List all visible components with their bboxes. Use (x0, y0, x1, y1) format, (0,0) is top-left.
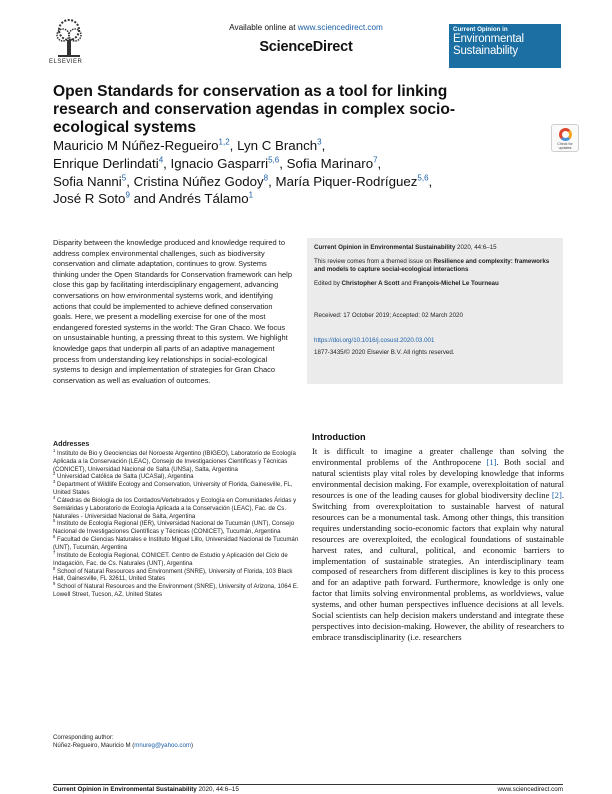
address-item (53, 583, 301, 599)
address-number: 9 (53, 581, 56, 587)
address-text: Cátedras de Biología de los Cordados/Vertebrados y Ecología en Comunidades Áridas y Semiáridas y Laboratorio de Ecología Aplicada a la Conservación (LEAC), Fac. de Cs. Naturales - Universidad Nacional de Salta, Argentina (53, 496, 297, 520)
corresponding-name: Núñez-Regueiro, Mauricio M ( (53, 741, 135, 749)
author-name: Sofia Marinaro (286, 155, 374, 171)
author-affiliation-ref[interactable]: 8 (263, 173, 269, 183)
address-item (53, 494, 301, 524)
author-affiliation-ref[interactable]: 5 (121, 173, 127, 183)
addresses-section (53, 441, 301, 599)
article-info-box (307, 238, 563, 384)
author-name: Ignacio Gasparri (170, 155, 269, 171)
author-separator: , (163, 155, 171, 171)
author-list (53, 137, 523, 208)
address-item (53, 565, 301, 587)
address-number: 7 (53, 549, 56, 555)
check-updates-line1: Check for (557, 142, 573, 146)
author-name: Cristina Núñez Godoy (133, 173, 264, 189)
check-for-updates-button[interactable] (551, 124, 579, 152)
address-text: Instituto de Bio y Geociencias del Noroeste Argentino (IBIGEO), Laboratorio de Ecología Aplicada a la Conservación (LEAC), Consejo de Investigaciones Científicas y Técnicas (CONICET), Universidad Nacional de Salta (UNSa), Salta, Argentina (53, 449, 296, 473)
journal-cover-line2: Environmental (453, 33, 524, 45)
author-name: Mauricio M Núñez-Regueiro (53, 138, 219, 153)
corresponding-email-link[interactable]: mnureg@yahoo.com (134, 741, 191, 749)
address-text: Instituto de Ecología Regional (IER), Universidad Nacional de Tucumán (UNT), Consejo Nacional de Investigaciones Científicas y Técnicas (CONICET), Tucumán, Argentina (53, 520, 295, 536)
author-affiliation-ref[interactable]: 1 (248, 190, 254, 200)
footer-site: www.sciencedirect.com (497, 786, 563, 793)
address-item (53, 520, 301, 536)
editors-and: and (399, 280, 414, 287)
intro-text-3: . Switching from overexploitation to sustainable harvest of natural resources can be a monumental task. Among other things, this transition requires understanding socio-economic factors that explain why natural resources are overexploited, the ecological foundations of sustainable harvest rates, and cultural, political, and economic barriers to implementation of sustainable strategies. An interdisciplinary team composed of researchers from different disciplines is key to this process and for an adaptive path forward. Furthermore, knowledge is only one factor that limits solving environmental problems, as worldviews, value systems, and other human perspectives influence decisions at all levels. Social scientists can help decision makers understand and integrate these perspectives into decision-making. However, the ability of researchers to embrace transdisciplinarity (i.e. researchers (312, 489, 564, 643)
sciencedirect-brand: ScienceDirect (259, 39, 353, 55)
author-separator: and (129, 191, 159, 207)
author-affiliation-ref[interactable]: 5,6 (268, 155, 280, 165)
author-affiliation-ref[interactable]: 7 (373, 155, 378, 165)
address-item (53, 481, 301, 497)
address-text: School of Natural Resources and the Environment (SNRE), University of Arizona, 1064 E. Lowell Street, Tucson, AZ, United States (53, 583, 299, 599)
address-number: 2 (53, 471, 56, 477)
check-updates-line2: updates (558, 146, 572, 150)
author-affiliation-ref[interactable]: 3 (317, 137, 322, 147)
address-list (53, 447, 301, 599)
edited-by (314, 280, 556, 287)
check-updates-label (552, 142, 578, 150)
intro-text-1: It is difficult to imagine a greater challenge than solving the environmental problems of the Anthropocene (312, 446, 564, 467)
author-name: María Piquer-Rodríguez (275, 173, 418, 189)
journal-cover-line1: Current Opinion in (453, 26, 508, 33)
introduction-body (312, 446, 564, 643)
crossmark-icon (559, 128, 572, 141)
address-item (53, 536, 301, 552)
copyright-line: 1877-3435/© 2020 Elsevier B.V. All rights reserved. (314, 349, 455, 356)
article-title: Open Standards for conservation as a tool for linking research and conservation agendas in complex socio-ecological systems (53, 83, 456, 136)
author-separator: , (268, 173, 276, 189)
corresponding-close: ) (190, 741, 193, 749)
author-separator: , (279, 155, 287, 171)
address-text: Instituto de Ecología Regional, CONICET. Centro de Estudio y Aplicación del Ciclo de Indagación, Fac. de Cs. Naturales (UNT), Argentina (53, 551, 288, 567)
address-text: Facultad de Ciencias Naturales e Instituto Miguel Lillo, Universidad Nacional de Tucumán (UNT), Tucumán, Argentina (53, 536, 299, 551)
address-number: 8 (53, 565, 56, 571)
author-affiliation-ref[interactable]: 9 (125, 190, 130, 200)
info-citation: 2020, 44:6–15 (455, 244, 497, 251)
info-journal-citation (314, 244, 556, 251)
address-number: 5 (53, 518, 56, 524)
author-name: Lyn C Branch (237, 138, 318, 153)
publisher-logo-text: ELSEVIER (49, 59, 83, 65)
author-separator: , (126, 173, 134, 189)
author-separator: , (229, 138, 238, 153)
introduction-heading: Introduction (312, 432, 366, 442)
address-number: 6 (53, 534, 56, 540)
author-separator: , (377, 155, 382, 171)
address-text: Department of Wildlife Ecology and Conservation, University of Florida, Gainesville, FL, United States (53, 481, 293, 497)
abstract: Disparity between the knowledge produced and knowledge required to address complex environmental challenges, such as biodiversity conservation and climate adaptation, continues to grow. Systems thinking under the Open Standards for Conservation framework can help close this gap by facilitating interdisciplinary engagement, advancing conversations on how environmental systems work, and identifying actions that could be implemented to achieve defined conservation goals. Here, we present a modelling exercise for one of the most endangered forested systems in the world: The Gran Chaco. We focus on unsustainable hunting, a pressing threat to this system. We highlight knowledge gaps that underpin all parts of an adaptive management process from understanding key relationships in social-ecological systems to design and implementation of strategies for Gran Chaco conservation as well as evaluation of outcomes. (53, 238, 292, 385)
themed-issue-title: Resilience and complexity: frameworks and models to capture social-ecological interactions (314, 258, 550, 273)
reference-link-2[interactable]: [2] (551, 489, 562, 500)
footer-citation (53, 786, 239, 793)
address-text: School of Natural Resources and Environment (SNRE), University of Florida, 103 Black Hall, Gainesville, FL 32611, United States (53, 567, 293, 583)
corresponding-contact (53, 742, 301, 750)
author-name: Andrés Tálamo (158, 191, 249, 207)
author-affiliation-ref[interactable]: 1,2 (218, 137, 230, 147)
journal-cover-line3: Sustainability (453, 45, 518, 57)
corresponding-author (53, 734, 301, 750)
doi-link[interactable]: https://doi.org/10.1016/j.cosust.2020.03.001 (314, 337, 435, 344)
reference-link-1[interactable]: [1] (486, 456, 497, 467)
author-name: Enrique Derlindati (53, 155, 159, 171)
intro-text-2: . Both social and natural scientists play vital roles by developing knowledge that informs environmental decision making. For example, overexploitation of natural resources is one of the leading causes for global biodiversity decline (312, 456, 564, 500)
editor-1: Christopher A Scott (341, 280, 400, 287)
author-separator: , (321, 138, 326, 153)
sciencedirect-link[interactable]: www.sciencedirect.com (297, 23, 383, 32)
available-online-prefix: Available online at (229, 23, 298, 32)
footer-year-volume: 2020, 44:6–15 (196, 786, 239, 793)
corresponding-label: Corresponding author: (53, 734, 114, 741)
author-name: Sofia Nanni (53, 173, 122, 189)
editor-2: François-Michel Le Tourneau (413, 280, 499, 287)
author-affiliation-ref[interactable]: 4 (158, 155, 164, 165)
info-journal-name: Current Opinion in Environmental Sustainability (314, 244, 456, 251)
address-number: 1 (53, 447, 56, 453)
author-name: José R Soto (53, 191, 126, 207)
themed-issue (314, 258, 556, 274)
addresses-heading: Addresses (53, 440, 90, 448)
author-affiliation-ref[interactable]: 5,6 (417, 173, 429, 183)
themed-issue-prefix: This review comes from a themed issue on (314, 258, 434, 265)
address-text: Universidad Católica de Salta (UCASal), Argentina (57, 473, 194, 481)
footer-divider (53, 784, 563, 785)
edited-by-prefix: Edited by (314, 280, 342, 287)
author-separator: , (428, 173, 433, 189)
journal-cover-badge (449, 24, 561, 68)
received-accepted-dates: Received: 17 October 2019; Accepted: 02 March 2020 (314, 312, 463, 319)
address-number: 4 (53, 494, 56, 500)
address-number: 3 (53, 479, 56, 485)
address-item (53, 549, 301, 571)
footer-journal: Current Opinion in Environmental Sustainability (53, 786, 197, 793)
